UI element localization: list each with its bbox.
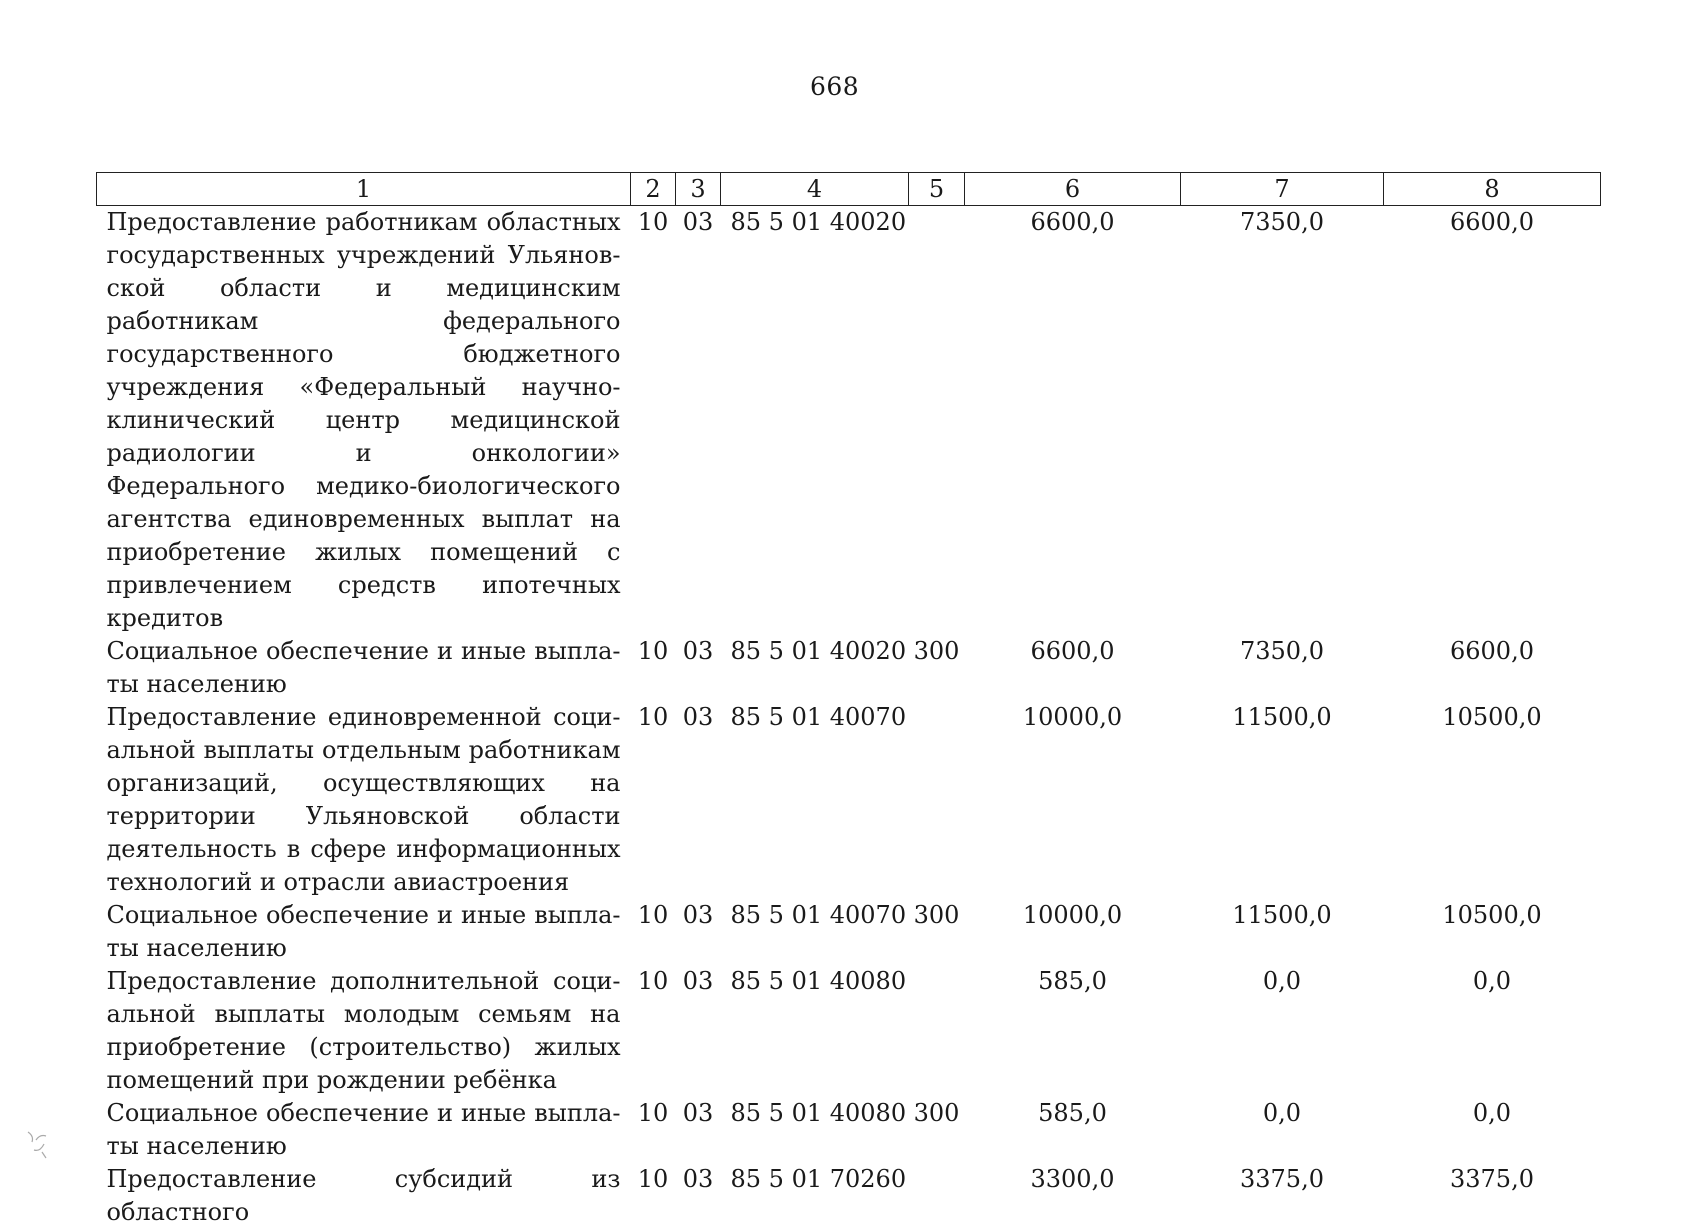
section-code: 10: [637, 637, 669, 665]
amount-col-7: 3375,0: [1240, 1165, 1324, 1193]
expense-type-code: [909, 965, 965, 1097]
subsection-code: 03: [682, 901, 714, 929]
subsection-code: 03: [682, 1099, 714, 1127]
amount-col-8: 0,0: [1472, 967, 1512, 995]
table-row: [97, 965, 1601, 1097]
table-row: [97, 1163, 1601, 1229]
target-article-code: 85 5 01 40080: [730, 1099, 907, 1127]
amount-col-7: 11500,0: [1232, 901, 1332, 929]
table-row: [97, 635, 1601, 701]
page-number: 668: [810, 72, 860, 101]
target-article-code: 85 5 01 40020: [730, 208, 907, 236]
header-cell-5: 5: [909, 173, 965, 206]
amount-col-6: 585,0: [1038, 1099, 1107, 1127]
expense-type-code: 300: [913, 1099, 960, 1127]
section-code: 10: [637, 208, 669, 236]
header-row: [97, 173, 1601, 206]
row-description: Социальное обеспечение и иные выплаты населению: [106, 901, 621, 962]
subsection-code: 03: [682, 637, 714, 665]
amount-col-7: 7350,0: [1240, 208, 1324, 236]
amount-col-7: 0,0: [1262, 1099, 1302, 1127]
header-cell-7: 7: [1181, 173, 1384, 206]
table-row: [97, 899, 1601, 965]
amount-col-8: 10500,0: [1442, 901, 1542, 929]
table-row: [97, 701, 1601, 899]
budget-table: [96, 172, 1601, 1229]
amount-col-6: 10000,0: [1022, 703, 1123, 731]
target-article-code: 85 5 01 40070: [730, 703, 907, 731]
row-description: Предоставление работникам областных государственных учреждений Ульяновской области и медицинским работникам федерального государственного бюджетного учреждения «Федеральный научно-клинический центр медицинской радиологии и онкологии» Федерального медико-биологического агентства единовременных выплат на приобретение жилых помещений с привлечением средств ипотечных кредитов: [106, 208, 621, 632]
header-cell-1: 1: [97, 173, 631, 206]
target-article-code: 85 5 01 40020: [730, 637, 907, 665]
table-row: [97, 1097, 1601, 1163]
amount-col-6: 3300,0: [1030, 1165, 1115, 1193]
expense-type-code: 300: [913, 637, 960, 665]
header-cell-6: 6: [965, 173, 1181, 206]
amount-col-8: 0,0: [1472, 1099, 1512, 1127]
subsection-code: 03: [682, 1165, 714, 1193]
target-article-code: 85 5 01 40080: [730, 967, 907, 995]
table-row: [97, 206, 1601, 636]
amount-col-8: 3375,0: [1450, 1165, 1534, 1193]
target-article-code: 85 5 01 40070: [730, 901, 907, 929]
row-description: Социальное обеспечение и иные выплаты населению: [106, 1099, 621, 1160]
header-cell-2: 2: [631, 173, 676, 206]
expense-type-code: [909, 1163, 965, 1229]
amount-col-6: 10000,0: [1022, 901, 1123, 929]
subsection-code: 03: [682, 208, 714, 236]
row-description: Предоставление дополнительной социальной выплаты молодым семьям на приобретение (строительство) жилых помещений при рождении ребёнка: [106, 967, 621, 1094]
amount-col-8: 10500,0: [1442, 703, 1542, 731]
expense-type-code: [909, 206, 965, 636]
amount-col-6: 585,0: [1038, 967, 1107, 995]
header-cell-8: 8: [1384, 173, 1601, 206]
scan-artifact-mark: [22, 1122, 62, 1162]
section-code: 10: [637, 967, 669, 995]
amount-col-7: 0,0: [1262, 967, 1302, 995]
amount-col-6: 6600,0: [1030, 637, 1115, 665]
amount-col-7: 7350,0: [1240, 637, 1324, 665]
header-cell-4: 4: [721, 173, 909, 206]
amount-col-6: 6600,0: [1030, 208, 1115, 236]
section-code: 10: [637, 1165, 669, 1193]
amount-col-8: 6600,0: [1450, 208, 1534, 236]
amount-col-7: 11500,0: [1232, 703, 1332, 731]
expense-type-code: [909, 701, 965, 899]
amount-col-8: 6600,0: [1450, 637, 1534, 665]
subsection-code: 03: [682, 967, 714, 995]
target-article-code: 85 5 01 70260: [730, 1165, 907, 1193]
subsection-code: 03: [682, 703, 714, 731]
section-code: 10: [637, 1099, 669, 1127]
row-description: Социальное обеспечение и иные выплаты населению: [106, 637, 621, 698]
row-description: Предоставление единовременной социальной выплаты отдельным работникам организаций, осуществляющих на территории Ульяновской области деятельность в сфере информационных технологий и отрасли авиастроения: [106, 703, 621, 896]
section-code: 10: [637, 901, 669, 929]
header-cell-3: 3: [676, 173, 721, 206]
expense-type-code: 300: [913, 901, 960, 929]
section-code: 10: [637, 703, 669, 731]
row-description: Предоставление субсидий из областного: [106, 1165, 621, 1226]
